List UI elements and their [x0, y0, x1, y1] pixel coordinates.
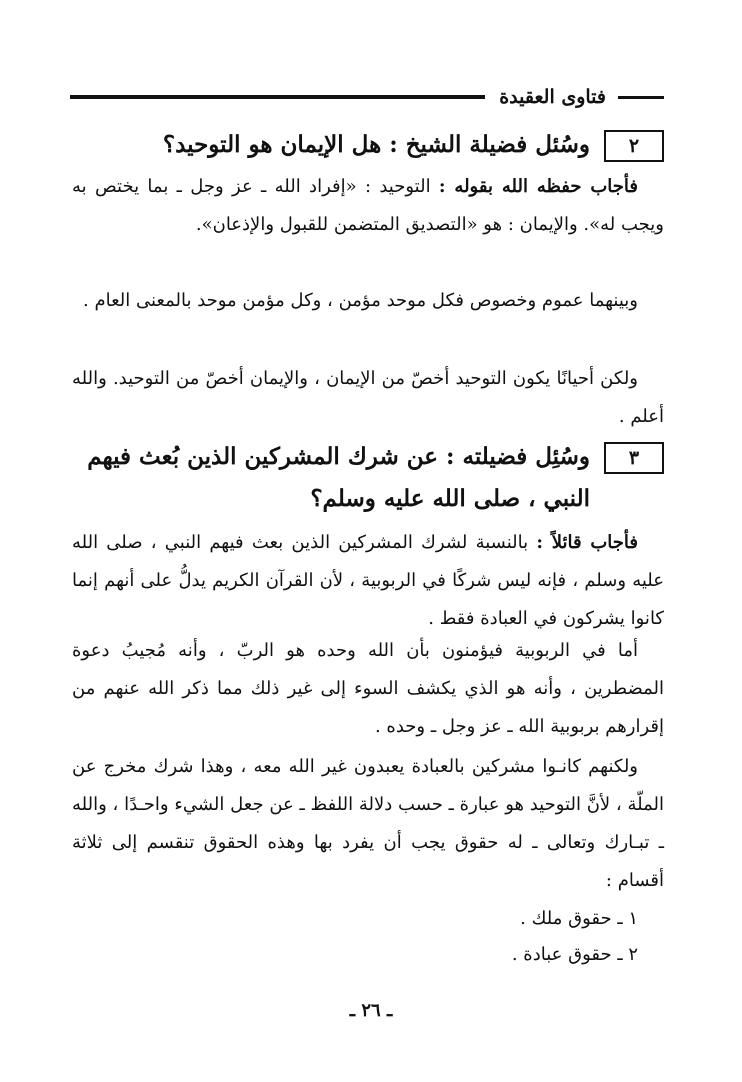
answer-paragraph [72, 524, 664, 638]
answer-text: بالنسبة لشرك المشركين الذين بعث فيهم النبي ، صلى الله عليه وسلم ، فإنه ليس شركًا في الربوبية ، لأن القرآن الكريم يدلُّ على أنهم إنما كانوا يشركون في العبادة فقط . [72, 532, 664, 629]
book-title: فتاوى العقيدة [499, 86, 606, 108]
header-dash [618, 96, 664, 99]
question-text: وسُئِل فضيلته : عن شرك المشركين الذين بُعث فيهم النبي ، صلى الله عليه وسلم؟ [87, 443, 590, 512]
paragraph: ولكنهم كانـوا مشركين بالعبادة يعبدون غير الله معه ، وهذا شرك مخرج عن الملّة ، لأنَّ التوحيد هو عبارة ـ حسب دلالة اللفظ ـ عن جعل الشيء واحـدًا ، والله ـ تبـارك وتعالى ـ له حقوق يجب أن يفرد بها وهذه الحقوق تنقسم إلى ثلاثة أقسام : [72, 756, 664, 891]
page-number: ـ ٢٦ ـ [349, 1000, 393, 1021]
header-rule [70, 95, 485, 99]
answer-text: التوحيد : «إفراد الله ـ عز وجل ـ بما يختص به ويجب له». والإيمان : هو «التصديق المتضمن للقبول والإذعان». [72, 176, 664, 235]
paragraph: وبينهما عموم وخصوص فكل موحد مؤمن ، وكل مؤمن موحد بالمعنى العام . [83, 290, 638, 311]
list-item: ١ ـ حقوق ملك . [520, 908, 638, 929]
question-3-heading [72, 436, 664, 520]
paragraph: أما في الربوبية فيؤمنون بأن الله وحده هو الربّ ، وأنه مُجيبُ دعوة المضطرين ، وأنه هو الذي يكشف السوء إلى غير ذلك مما ذكر الله عنهم من إقرارهم بربوبية الله ـ عز وجل ـ وحده . [72, 640, 664, 737]
question-2-heading [72, 124, 664, 166]
question-number-box: ٣ [604, 442, 664, 474]
answer-paragraph [72, 168, 664, 244]
question-number-box: ٢ [604, 130, 664, 162]
paragraph: ولكن أحيانًا يكون التوحيد أخصّ من الإيمان ، والإيمان أخصّ من التوحيد. والله أعلم . [72, 368, 664, 427]
question-text: وسُئل فضيلة الشيخ : هل الإيمان هو التوحيد؟ [162, 131, 590, 158]
answer-lead: فأجاب حفظه الله بقوله : [438, 176, 638, 197]
answer-lead: فأجاب قائلاً : [536, 532, 638, 553]
running-header [70, 82, 664, 112]
list-item: ٢ ـ حقوق عبادة . [511, 944, 638, 965]
